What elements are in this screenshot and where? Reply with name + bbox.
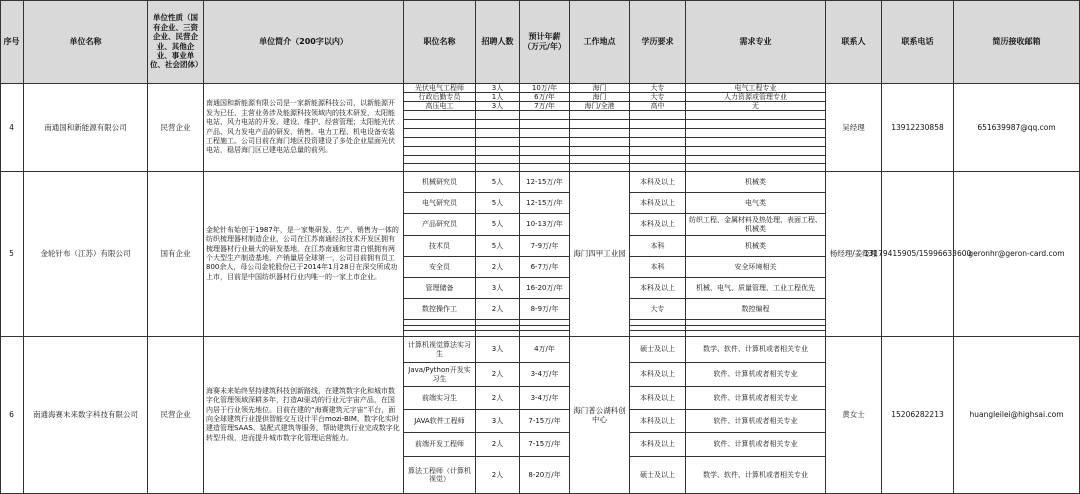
job-location: 海门 [570, 93, 630, 102]
job-major: 人力资源或管理专业 [686, 93, 826, 102]
header-location: 工作地点 [570, 0, 630, 84]
job-location: 海门 [570, 84, 630, 93]
empty-cell [630, 138, 686, 147]
job-education: 高中 [630, 102, 686, 111]
job-major: 机械类 [686, 172, 826, 193]
empty-cell [570, 120, 630, 129]
empty-cell [570, 164, 630, 172]
job-salary: 3-4万/年 [520, 387, 570, 410]
job-education: 本科及以上 [630, 172, 686, 193]
job-education: 本科及以上 [630, 433, 686, 457]
company-name: 南通海赛未来数字科技有限公司 [24, 337, 148, 494]
job-position: 行政后勤专员 [404, 93, 476, 102]
job-salary: 6-7万/年 [520, 257, 570, 278]
job-count: 2人 [476, 363, 520, 387]
empty-cell [520, 138, 570, 147]
job-count: 5人 [476, 214, 520, 236]
job-salary: 12-15万/年 [520, 172, 570, 193]
job-location: 海门/全港 [570, 102, 630, 111]
job-count: 2人 [476, 257, 520, 278]
job-education: 大专 [630, 299, 686, 320]
job-salary: 16-20万/年 [520, 278, 570, 299]
company-nature: 国有企业 [148, 172, 204, 337]
job-position: 管理储备 [404, 278, 476, 299]
job-count: 2人 [476, 299, 520, 320]
empty-cell [404, 164, 476, 172]
header-name: 单位名称 [24, 0, 148, 84]
job-salary: 7-9万/年 [520, 236, 570, 257]
company-phone: 13912230858 [882, 84, 954, 172]
company-seq: 4 [0, 84, 24, 172]
header-count: 招聘人数 [476, 0, 520, 84]
job-count: 2人 [476, 387, 520, 410]
job-salary: 12-15万/年 [520, 193, 570, 214]
job-position: 光伏电气工程师 [404, 84, 476, 93]
job-major: 数学、软件、计算机或者相关专业 [686, 337, 826, 363]
empty-cell [630, 164, 686, 172]
empty-cell [476, 156, 520, 164]
job-salary: 7万/年 [520, 102, 570, 111]
job-education: 本科及以上 [630, 214, 686, 236]
job-salary: 7-15万/年 [520, 433, 570, 457]
job-position: 技术员 [404, 236, 476, 257]
company-intro: 南通国和新能源有限公司是一家新能源科技公司，以新能源开发为已任，主营业务涉及能源科技领域内的技术研发，太阳能电站、风力电站的开发、建设、维护、经营管理；太阳能光伏产品、风力发电产品的研发、销售。电力工程、机电设备安装工程施工。公司目前在海门地区投资建设了多处企业屋面光伏电站，稳居海门区已建电站总量的前列。 [204, 84, 404, 172]
company-nature: 民营企业 [148, 337, 204, 494]
empty-cell [686, 138, 826, 147]
empty-cell [570, 156, 630, 164]
empty-cell [570, 129, 630, 138]
company-location: 海门四甲工业园 [570, 172, 630, 337]
job-count: 2人 [476, 433, 520, 457]
empty-cell [570, 147, 630, 156]
header-position: 职位名称 [404, 0, 476, 84]
company-location: 海门普公湖科创中心 [570, 337, 630, 494]
job-major: 电气工程专业 [686, 84, 826, 93]
job-salary: 8-9万/年 [520, 299, 570, 320]
job-salary: 10-13万/年 [520, 214, 570, 236]
job-position: 电气研究员 [404, 193, 476, 214]
job-education: 本科及以上 [630, 410, 686, 433]
empty-cell [476, 147, 520, 156]
empty-cell [476, 129, 520, 138]
empty-cell [630, 156, 686, 164]
job-position: 算法工程师（计算机视觉） [404, 457, 476, 494]
job-major: 软件、计算机或者相关专业 [686, 363, 826, 387]
company-name: 金轮针布（江苏）有限公司 [24, 172, 148, 337]
job-major: 机械类 [686, 236, 826, 257]
job-major: 软件、计算机或者相关专业 [686, 410, 826, 433]
empty-cell [686, 156, 826, 164]
job-position: Java/Python开发实习生 [404, 363, 476, 387]
job-count: 5人 [476, 172, 520, 193]
company-contact: 黄女士 [826, 337, 882, 494]
job-count: 1人 [476, 93, 520, 102]
job-position: 高压电工 [404, 102, 476, 111]
job-position: 机械研究员 [404, 172, 476, 193]
job-position: 产品研究员 [404, 214, 476, 236]
empty-cell [404, 156, 476, 164]
job-position: 计算机视觉算法实习生 [404, 337, 476, 363]
company-intro: 金轮针布始创于1987年，是一家集研发、生产、销售为一体的纺织梳理器材制造企业，公司在江苏南通经济技术开发区拥有梳理器材行业最大的研发基地，在江苏南通和甘肃白银拥有两个大型生产制造基地，产销量居全球第一，公司目前拥有员工800余人，母公司金轮股份已于2014年1月28日在深交所成功上市，目前是中国纺织器材行业内唯一的一家上市企业。 [204, 172, 404, 337]
job-count: 3人 [476, 84, 520, 93]
empty-cell [520, 164, 570, 172]
empty-cell [630, 129, 686, 138]
empty-cell [630, 120, 686, 129]
company-intro: 海赛未来始终坚持建筑科技创新路线，在建筑数字化和城市数字化管理领域深耕多年，打造AI驱动的行业元宇宙产品，在国内居于行业领先地位。目前在建的“海赛建筑元宇宙”平台，面向全球建筑行业提供智能交互设计平台mozi-BIM、数字化实时建造管理SAAS、装配式建筑等服务，帮助建筑行业完成数字化转型升级，进而提升城市数字化管理运营能力。 [204, 337, 404, 494]
header-phone: 联系电话 [882, 0, 954, 84]
job-education: 本科 [630, 236, 686, 257]
header-major: 需求专业 [686, 0, 826, 84]
empty-cell [520, 156, 570, 164]
empty-cell [476, 164, 520, 172]
job-major: 数学、软件、计算机或者相关专业 [686, 457, 826, 494]
header-education: 学历要求 [630, 0, 686, 84]
job-education: 硕士及以上 [630, 457, 686, 494]
company-phone: 13179415905/15996633600 [882, 172, 954, 337]
empty-cell [686, 120, 826, 129]
job-salary: 6万/年 [520, 93, 570, 102]
empty-cell [570, 138, 630, 147]
empty-cell [686, 147, 826, 156]
job-position: 数控操作工 [404, 299, 476, 320]
job-major: 软件、计算机或者相关专业 [686, 387, 826, 410]
job-education: 本科及以上 [630, 278, 686, 299]
job-education: 大专 [630, 93, 686, 102]
job-salary: 8-20万/年 [520, 457, 570, 494]
job-salary: 4万/年 [520, 337, 570, 363]
job-major: 安全环境相关 [686, 257, 826, 278]
job-position: 安全员 [404, 257, 476, 278]
empty-cell [476, 138, 520, 147]
empty-cell [686, 129, 826, 138]
job-count: 2人 [476, 457, 520, 494]
job-major: 电气类 [686, 193, 826, 214]
empty-cell [686, 111, 826, 120]
empty-cell [404, 147, 476, 156]
job-major: 机械、电气、质量管理、工业工程优先 [686, 278, 826, 299]
job-count: 5人 [476, 193, 520, 214]
empty-cell [404, 111, 476, 120]
empty-cell [570, 111, 630, 120]
job-major: 数控编程 [686, 299, 826, 320]
company-phone: 15206282213 [882, 337, 954, 494]
empty-cell [476, 111, 520, 120]
job-position: 前端实习生 [404, 387, 476, 410]
job-education: 大专 [630, 84, 686, 93]
job-position: 前端开发工程师 [404, 433, 476, 457]
empty-cell [404, 129, 476, 138]
company-email: geronhr@geron-card.com [954, 172, 1080, 337]
header-email: 简历接收邮箱 [954, 0, 1080, 84]
company-name: 南通国和新能源有限公司 [24, 84, 148, 172]
job-position: JAVA软件工程师 [404, 410, 476, 433]
company-contact: 杨经理/姜经理 [826, 172, 882, 337]
empty-cell [520, 129, 570, 138]
job-salary: 3-4万/年 [520, 363, 570, 387]
header-seq: 序号 [0, 0, 24, 84]
job-major: 纺织工程、金属材料及热处理、表面工程、机械类 [686, 214, 826, 236]
empty-cell [404, 138, 476, 147]
job-education: 本科及以上 [630, 193, 686, 214]
empty-cell [630, 147, 686, 156]
header-salary: 预计年薪（万元/年） [520, 0, 570, 84]
company-seq: 5 [0, 172, 24, 337]
empty-cell [520, 120, 570, 129]
company-email: huangleilei@highsai.com [954, 337, 1080, 494]
empty-cell [630, 111, 686, 120]
job-count: 3人 [476, 102, 520, 111]
empty-cell [404, 120, 476, 129]
empty-cell [520, 111, 570, 120]
header-nature: 单位性质（国有企业、三资企业、民营企业、其他企业、事业单位、社会团体） [148, 0, 204, 84]
job-major: 无 [686, 102, 826, 111]
job-education: 硕士及以上 [630, 337, 686, 363]
job-count: 3人 [476, 337, 520, 363]
job-salary: 10万/年 [520, 84, 570, 93]
job-education: 本科 [630, 257, 686, 278]
empty-cell [686, 164, 826, 172]
header-contact: 联系人 [826, 0, 882, 84]
job-count: 3人 [476, 410, 520, 433]
company-seq: 6 [0, 337, 24, 494]
job-major: 软件、计算机或者相关专业 [686, 433, 826, 457]
company-contact: 吴经理 [826, 84, 882, 172]
company-nature: 民营企业 [148, 84, 204, 172]
job-count: 5人 [476, 236, 520, 257]
job-count: 3人 [476, 278, 520, 299]
empty-cell [476, 120, 520, 129]
header-intro: 单位简介（200字以内） [204, 0, 404, 84]
job-salary: 7-15万/年 [520, 410, 570, 433]
empty-cell [520, 147, 570, 156]
job-education: 本科及以上 [630, 363, 686, 387]
company-email: 651639987@qq.com [954, 84, 1080, 172]
job-education: 本科及以上 [630, 387, 686, 410]
